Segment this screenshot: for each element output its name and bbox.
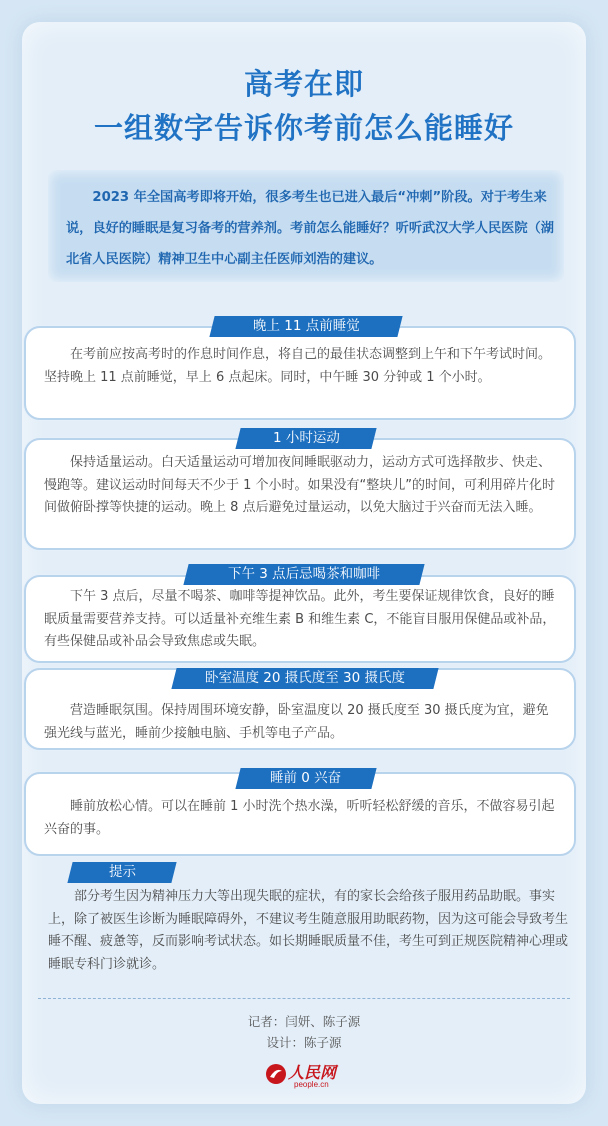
intro-text: 2023 年全国高考即将开始，很多考生也已进入最后“冲刺”阶段。对于考生来说，良好的睡眠是复习备考的营养剂。考前怎么能睡好？听听武汉大学人民医院（湖北省人民医院）精神卫生中心副主任医师刘浩的建议。	[66, 190, 554, 267]
logo-text-cn: 人民网	[288, 1063, 337, 1082]
logo-text-en: people.cn	[294, 1080, 329, 1089]
section-body-tea-coffee: 下午 3 点后，尽量不喝茶、咖啡等提神饮品。此外，考生要保证规律饮食，良好的睡眠质量需要营养支持。可以适量补充维生素 B 和维生素 C，不能盲目服用保健品或补品，有些保健品或补品会导致焦虑或失眠。	[44, 589, 556, 649]
section-heading-tea-coffee: 下午 3 点后忌喝茶和咖啡	[183, 564, 424, 585]
divider	[38, 998, 570, 999]
people-logo-icon	[264, 1062, 288, 1086]
section-heading-temperature: 卧室温度 20 摄氏度至 30 摄氏度	[171, 668, 438, 689]
credit-reporters: 记者：闫妍、陈子源	[247, 1014, 361, 1029]
page-title: 高考在即	[243, 67, 364, 101]
tip-body: 部分考生因为精神压力大等出现失眠的症状，有的家长会给孩子服用药品助眠。事实上，除了被医生诊断为睡眠障碍外，不建议考生随意服用助眠药物，因为这可能会导致考生睡不醒、疲惫等，反而影响考试状态。如长期睡眠质量不佳，考生可到正规医院精神心理或睡眠专科门诊就诊。	[48, 889, 569, 972]
tip-heading: 提示	[67, 862, 176, 883]
section-body-sleep-time: 在考前应按高考时的作息时间作息，将自己的最佳状态调整到上午和下午考试时间。坚持晚上 11 点前睡觉，早上 6 点起床。同时，中午睡 30 分钟或 1 个小时。	[44, 347, 552, 385]
section-body-temperature: 营造睡眠氛围。保持周围环境安静，卧室温度以 20 摄氏度至 30 摄氏度为宜，避免强光线与蓝光，睡前少接触电脑、手机等电子产品。	[44, 703, 549, 741]
section-heading-no-excitement: 睡前 0 兴奋	[235, 768, 376, 789]
section-heading-exercise: 1 小时运动	[235, 428, 376, 449]
people-cn-logo	[264, 1060, 354, 1092]
section-heading-sleep-time: 晚上 11 点前睡觉	[209, 316, 402, 337]
section-body-exercise: 保持适量运动。白天适量运动可增加夜间睡眠驱动力，运动方式可选择散步、快走、慢跑等。建议运动时间每天不少于 1 个小时。如果没有“整块儿”的时间，可利用碎片化时间做俯卧撑等快捷的运动。晚上 8 点后避免过量运动，以免大脑过于兴奋而无法入睡。	[44, 455, 556, 515]
page-subtitle: 一组数字告诉你考前怎么能睡好	[93, 111, 514, 145]
credit-design: 设计：陈子源	[266, 1035, 342, 1050]
section-body-no-excitement: 睡前放松心情。可以在睡前 1 小时洗个热水澡，听听轻松舒缓的音乐，不做容易引起兴奋的事。	[44, 799, 555, 837]
